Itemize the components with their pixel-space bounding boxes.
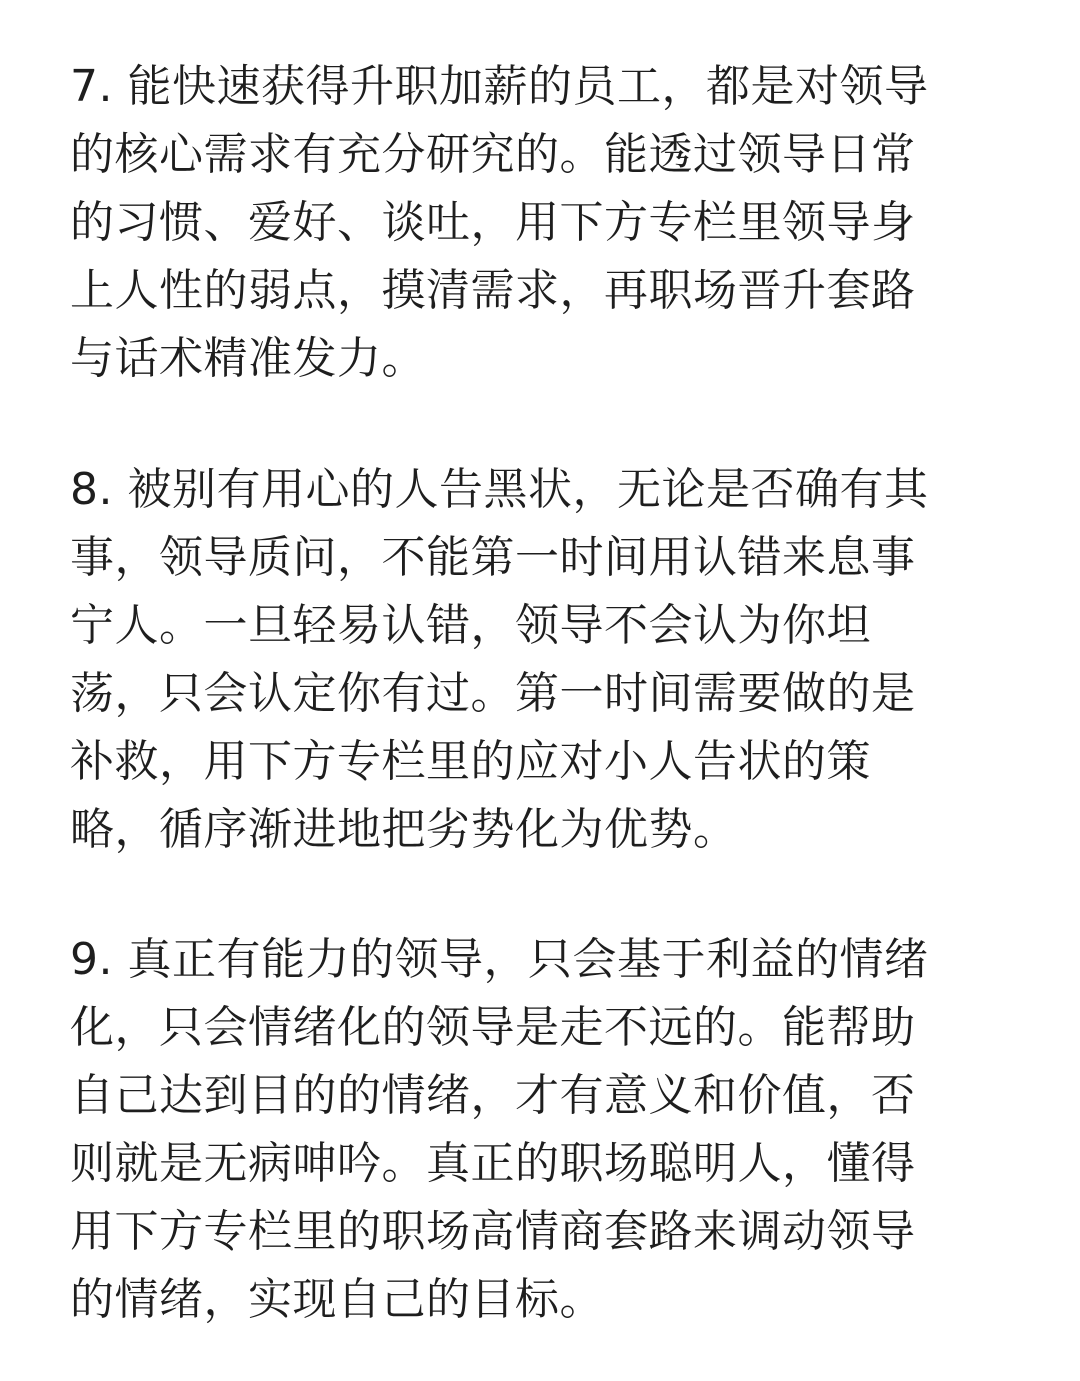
paragraph-line: 则就是无病呻吟。真正的职场聪明人，懂得 [70,1138,916,1189]
paragraph-line: 的习惯、爱好、谈吐，用下方专栏里领导身 [70,197,916,248]
paragraph-line: 补救，用下方专栏里的应对小人告状的策 [70,736,871,787]
paragraph-line: 略，循序渐进地把劣势化为优势。 [70,804,738,855]
paragraph-line: 自己达到目的的情绪，才有意义和价值，否 [70,1070,916,1121]
paragraph-line: 上人性的弱点，摸清需求，再职场晋升套路 [70,265,916,316]
paragraph-line: 的核心需求有充分研究的。能透过领导日常 [70,129,916,180]
paragraph-line: 事，领导质问，不能第一时间用认错来息事 [70,532,916,583]
paragraph-line: 宁人。一旦轻易认错，领导不会认为你坦 [70,600,871,651]
paragraph-line: 与话术精准发力。 [70,333,426,384]
paragraph-9 [70,926,1010,1334]
paragraph-8 [70,456,1010,864]
paragraph-line: 8. 被别有用心的人告黑状，无论是否确有其 [70,464,929,515]
paragraph-line: 荡，只会认定你有过。第一时间需要做的是 [70,668,916,719]
paragraph-line: 化，只会情绪化的领导是走不远的。能帮助 [70,1002,916,1053]
paragraph-line: 的情绪，实现自己的目标。 [70,1274,604,1325]
paragraph-line: 7. 能快速获得升职加薪的员工，都是对领导 [70,61,929,112]
paragraph-7 [70,53,1010,393]
paragraph-line: 用下方专栏里的职场高情商套路来调动领导 [70,1206,916,1257]
paragraph-line: 9. 真正有能力的领导，只会基于利益的情绪 [70,934,929,985]
